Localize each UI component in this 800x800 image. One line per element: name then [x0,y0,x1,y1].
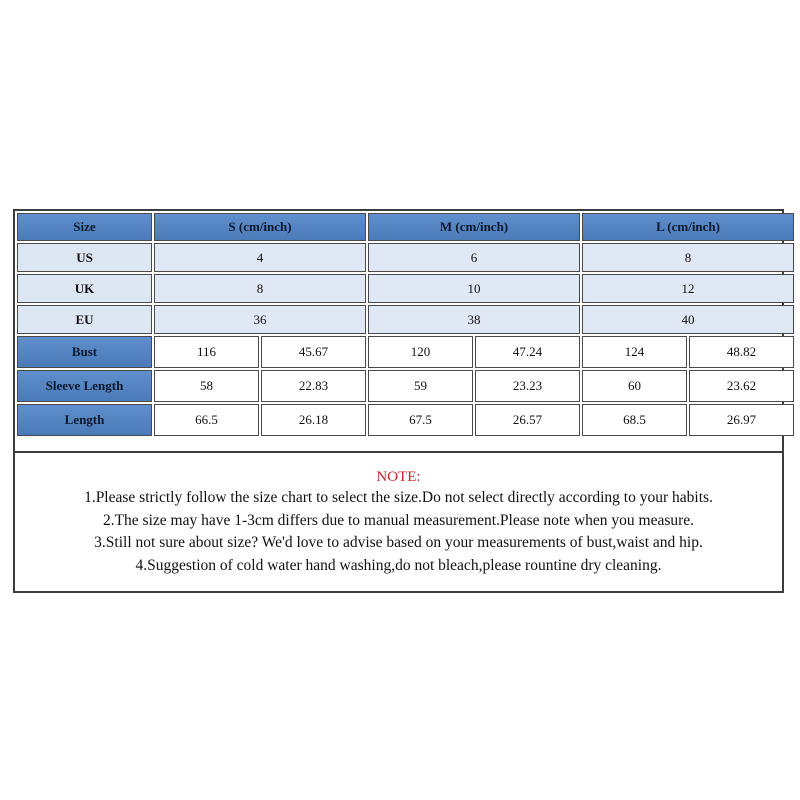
size-table [15,211,796,438]
row-label-bust: Bust [17,336,152,368]
cell-bust-s-inch: 45.67 [261,336,366,368]
row-length [17,404,794,436]
row-eu [17,305,794,334]
cell-bust-l-inch: 48.82 [689,336,794,368]
header-size-label: Size [17,213,152,241]
row-sleeve-length [17,370,794,402]
cell-us-l: 8 [582,243,794,272]
note-line-1: 1.Please strictly follow the size chart to select the size.Do not select directly according to your habits. [84,489,713,506]
cell-eu-s: 36 [154,305,366,334]
cell-eu-l: 40 [582,305,794,334]
row-label-sleeve-length: Sleeve Length [17,370,152,402]
cell-us-s: 4 [154,243,366,272]
cell-bust-s-cm: 116 [154,336,259,368]
cell-bust-m-inch: 47.24 [475,336,580,368]
cell-sleeve-m-cm: 59 [368,370,473,402]
cell-length-s-cm: 66.5 [154,404,259,436]
cell-sleeve-m-inch: 23.23 [475,370,580,402]
cell-sleeve-s-cm: 58 [154,370,259,402]
cell-length-m-inch: 26.57 [475,404,580,436]
cell-eu-m: 38 [368,305,580,334]
cell-length-m-cm: 67.5 [368,404,473,436]
cell-length-l-inch: 26.97 [689,404,794,436]
row-label-us: US [17,243,152,272]
note-line-3: 3.Still not sure about size? We'd love to advise based on your measurements of bust,waist and hip. [94,534,703,551]
cell-sleeve-s-inch: 22.83 [261,370,366,402]
cell-uk-l: 12 [582,274,794,303]
notes-section [15,451,782,591]
row-label-length: Length [17,404,152,436]
cell-length-s-inch: 26.18 [261,404,366,436]
header-size-m: M (cm/inch) [368,213,580,241]
size-chart [13,209,784,593]
note-line-4: 4.Suggestion of cold water hand washing,do not bleach,please rountine dry cleaning. [135,556,662,574]
cell-bust-l-cm: 124 [582,336,687,368]
row-uk [17,274,794,303]
header-size-s: S (cm/inch) [154,213,366,241]
cell-sleeve-l-cm: 60 [582,370,687,402]
row-label-eu: EU [17,305,152,334]
cell-uk-m: 10 [368,274,580,303]
note-line-2: 2.The size may have 1-3cm differs due to manual measurement.Please note when you measure. [102,511,695,529]
row-label-uk: UK [17,274,152,303]
cell-length-l-cm: 68.5 [582,404,687,436]
row-bust [17,336,794,368]
note-title: NOTE: [376,469,421,485]
header-size-l: L (cm/inch) [582,213,794,241]
cell-sleeve-l-inch: 23.62 [689,370,794,402]
row-us [17,243,794,272]
cell-uk-s: 8 [154,274,366,303]
cell-bust-m-cm: 120 [368,336,473,368]
cell-us-m: 6 [368,243,580,272]
header-row [17,213,794,241]
